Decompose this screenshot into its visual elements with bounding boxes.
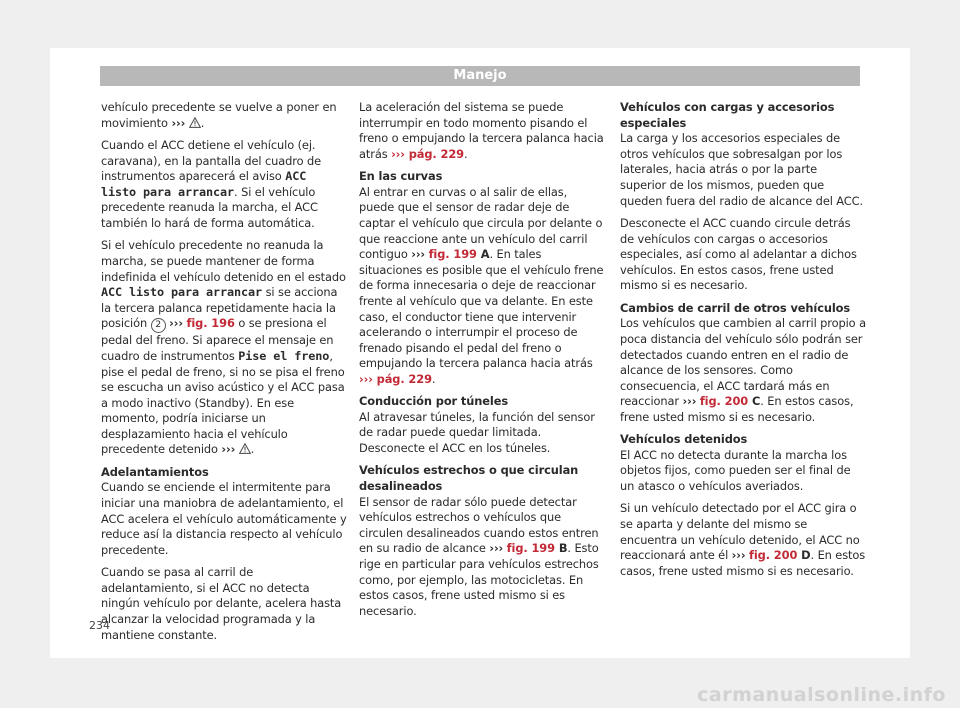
paragraph [359,185,605,388]
paragraph [620,501,866,579]
paragraph [359,100,605,162]
display-message: Pise el freno [238,348,330,363]
text: . [464,146,468,161]
subheading: Cambios de carril de otros vehículos [620,300,851,315]
figure-link[interactable]: fig. 196 [186,316,235,331]
cross-ref-arrow: ››› [221,442,236,457]
text: . En tales situaciones es posible que el vehículo frene de forma innecesaria o deje de reaccionar frente al vehículo que va delante. En este caso, el conductor tiene que intervenir acelerando o interrumpir el proceso de frenado pisando el pedal del freno o empujando la tercera palanca hacia atrás [359,247,604,371]
text: . En estos casos, frene usted mismo si es necesario. [620,394,854,424]
figure-link[interactable]: fig. 200 [699,394,749,409]
text: . [431,371,436,386]
position-number-badge: 2 [151,318,166,333]
cross-ref-arrow: ››› [411,247,426,262]
paragraph [101,100,347,131]
subheading: En las curvas [359,169,443,184]
paragraph: Al atravesar túneles, la función del sensor de radar puede quedar limitada. Desconecte el ACC en los túneles. [359,409,595,456]
cross-ref-arrow: ››› [682,394,697,409]
text: . [200,115,205,130]
figure-link[interactable]: fig. 199 [428,247,477,262]
cross-ref-arrow: ››› [169,316,183,331]
figure-label: D [797,548,811,563]
paragraph [359,495,605,620]
paragraph: Cuando se enciende el intermitente para iniciar una maniobra de adelantamiento, el ACC acelera el vehículo automáticamente y reduce así la distancia respecto al vehículo precedente. [101,480,347,557]
cross-ref-arrow: ››› [171,115,186,130]
page-link[interactable]: ››› pág. 229 [359,371,432,386]
warning-icon [239,443,251,454]
subheading: Conducción por túneles [359,394,509,409]
text: Los vehículos que cambien al carril propio a poca distancia del vehículo sólo podrán ser detectados cuando entren en el radio de alcance de los sensores. Como consecuencia, el ACC tardará más en reaccionar [620,316,866,409]
text: Si el vehículo precedente no reanuda la marcha, se puede mantener de forma indefinida el vehículo detenido en el estado [101,238,346,284]
text: , pise el pedal de freno, si no se pisa el freno se escucha un aviso acústico y el ACC pasa a modo inactivo (Standby). En ese momento, podría iniciarse un desplazamiento hacia el vehículo precedente detenido [101,348,345,457]
figure-label: C [748,394,761,409]
paragraph [620,316,866,425]
text: Cuando el ACC detiene el vehículo (ej. caravana), en la pantalla del cuadro de instrumentos aparecerá el aviso [101,137,322,184]
column-3 [620,100,866,586]
column-2 [359,100,605,626]
text: vehículo precedente se vuelve a poner en movimiento [101,100,337,130]
watermark-text: carmanualsonline.info [697,684,946,706]
text: El sensor de radar sólo puede detectar vehículos estrechos o vehículos que circulen desalineados cuando estos entren en su radio de alcance [359,494,599,556]
paragraph: Desconecte el ACC cuando circule detrás de vehículos con cargas o accesorios especiales, así como al adelantar a dichos vehículos. En estos casos, frene usted mismo si es necesario. [620,215,857,293]
text: . En estos casos, frene usted mismo si es necesario. [620,548,866,578]
text: si se acciona la tercera palanca repetidamente hacia la posición [101,285,338,331]
text: . [250,442,255,457]
page-link[interactable]: ››› pág. 229 [391,146,464,161]
warning-icon [189,117,201,128]
paragraph: Cuando se pasa al carril de adelantamiento, si el ACC no detecta ningún vehículo por delante, acelera hasta alcanzar la velocidad programada y la mantiene constante. [101,565,342,642]
text: Si un vehículo detectado por el ACC gira o se aparta y delante del mismo se encuentra un vehículo detenido, el ACC no reaccionará ante él [620,501,860,563]
cross-ref-arrow: ››› [489,541,504,556]
text: . Si el vehículo precedente reanuda la marcha, el ACC también lo hará de forma automática. [101,184,318,230]
paragraph: La carga y los accesorios especiales de otros vehículos que sobresalgan por los laterales, hacia atrás o por la parte superior de los mismos, pueden que queden fuera del radio de alcance del ACC. [620,131,864,208]
text: Al entrar en curvas o al salir de ellas, puede que el sensor de radar deje de captar el vehículo que circula por delante o que reaccione ante un vehículo del carril contiguo [359,184,603,262]
paragraph [101,138,347,232]
page-number: 234 [89,619,110,632]
paragraph [101,238,347,458]
text: . Esto rige en particular para vehículos estrechos como, por ejemplo, las motocicletas. En estos casos, frene usted mismo si es necesario. [359,541,599,618]
text: o se presiona el pedal del freno. Si aparece el mensaje en cuadro de instrumentos [101,316,334,363]
figure-link[interactable]: fig. 200 [749,548,798,563]
subheading: Vehículos con cargas y accesorios especiales [620,100,835,130]
cross-ref-arrow: ››› [731,548,746,563]
paragraph: El ACC no detecta durante la marcha los objetos fijos, como pueden ser el final de un atasco o vehículos averiados. [620,447,851,494]
figure-label: A [476,247,490,262]
figure-link[interactable]: fig. 199 [506,541,555,556]
column-1 [101,100,347,650]
subheading: Vehículos detenidos [620,432,748,447]
figure-label: B [554,541,568,556]
subheading: Adelantamientos [101,464,209,479]
section-header: Manejo [100,66,860,86]
display-message: ACC listo para arrancar [101,285,263,300]
text: La aceleración del sistema se puede interrumpir en todo momento pisando el freno o empujando la tercera palanca hacia atrás [359,100,604,161]
display-message: ACC listo para arrancar [101,169,307,199]
subheading: Vehículos estrechos o que circulan desalineados [359,463,579,494]
